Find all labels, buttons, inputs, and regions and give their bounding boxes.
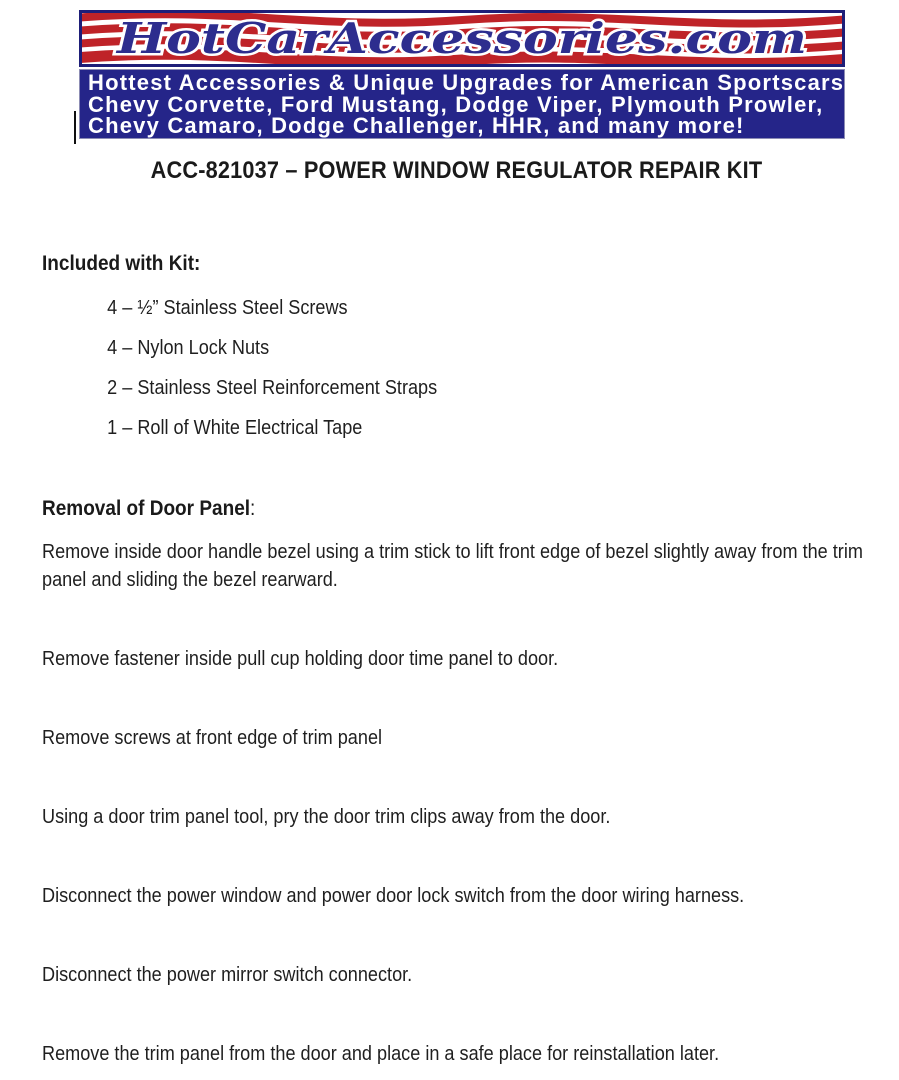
instruction-step-1: Remove inside door handle bezel using a trim stick to lift front edge of bezel slightly away from the trim panel and sliding the bezel rearward. — [42, 541, 863, 591]
banner-tagline-area — [79, 69, 853, 139]
flag-stripes-graphic — [82, 13, 842, 64]
removal-heading — [42, 497, 871, 521]
removal-heading-text: Removal of Door Panel — [42, 497, 251, 520]
instruction-step-3: Remove screws at front edge of trim panel — [42, 727, 383, 749]
page-title: ACC-821037 – POWER WINDOW REGULATOR REPAIR KIT — [150, 157, 763, 184]
text-cursor[interactable] — [74, 111, 76, 144]
tagline-line-3: Chevy Camaro, Dodge Challenger, HHR, and many more! — [88, 113, 745, 138]
kit-items-list — [42, 296, 871, 440]
instruction-step-5: Disconnect the power window and power door lock switch from the door wiring harness. — [42, 885, 745, 907]
tagline-line-1: Hottest Accessories & Unique Upgrades for American Sportscars! — [88, 70, 853, 95]
instruction-step-6: Disconnect the power mirror switch connector. — [42, 964, 413, 986]
site-logo-text: HotCarAccessories.com — [115, 14, 808, 63]
included-with-kit-heading: Included with Kit: — [42, 252, 201, 275]
kit-item-nuts: 4 – Nylon Lock Nuts — [107, 337, 270, 359]
banner-logo-area — [79, 10, 845, 67]
document-body — [42, 158, 871, 1080]
instruction-step-2: Remove fastener inside pull cup holding door time panel to door. — [42, 648, 559, 670]
kit-item-straps: 2 – Stainless Steel Reinforcement Straps — [107, 377, 438, 399]
instruction-step-4: Using a door trim panel tool, pry the door trim clips away from the door. — [42, 806, 611, 828]
tagline-line-2: Chevy Corvette, Ford Mustang, Dodge Viper, Plymouth Prowler, — [88, 91, 824, 117]
kit-item-tape: 1 – Roll of White Electrical Tape — [107, 417, 363, 439]
instruction-step-7: Remove the trim panel from the door and place in a safe place for reinstallation later. — [42, 1043, 720, 1065]
site-banner — [79, 10, 853, 139]
removal-heading-colon: : — [250, 497, 256, 520]
kit-item-screws: 4 – ½” Stainless Steel Screws — [107, 297, 348, 319]
